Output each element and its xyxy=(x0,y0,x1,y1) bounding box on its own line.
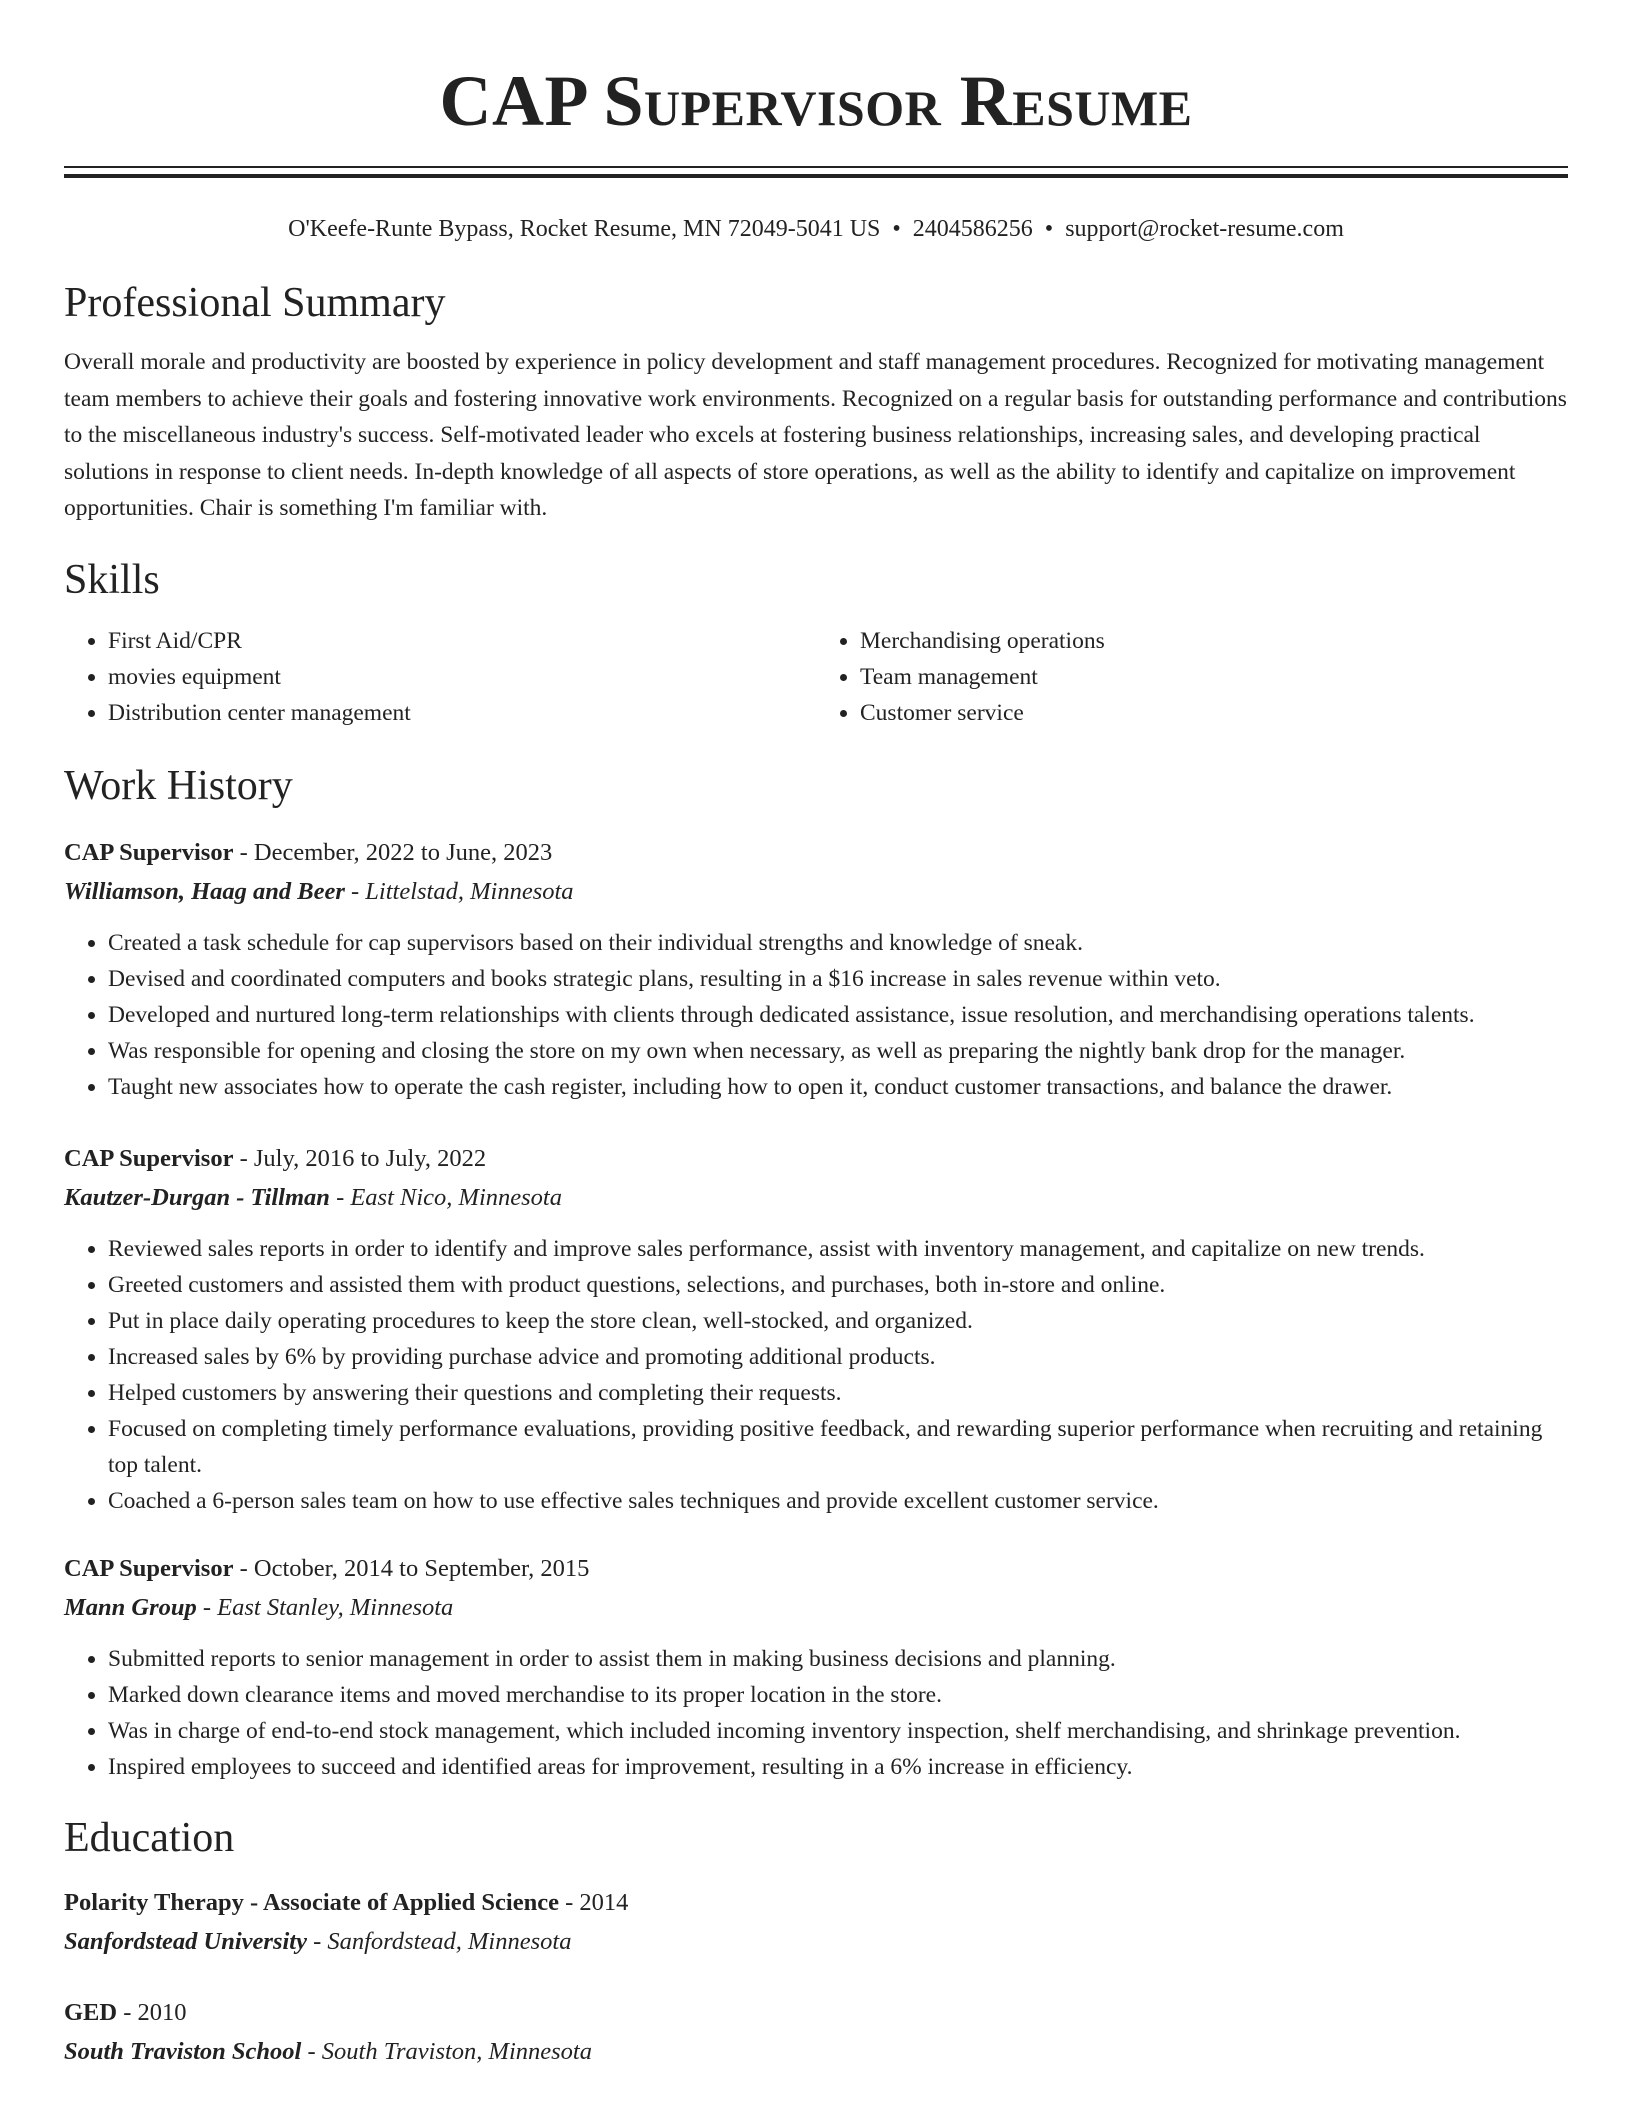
skill-item: • Team management xyxy=(860,659,1568,695)
job-bullets xyxy=(64,925,1568,1105)
job-bullets xyxy=(64,1641,1568,1785)
title-divider-thin xyxy=(64,166,1568,168)
education-school-line xyxy=(64,1923,1568,1961)
education-school: South Traviston School xyxy=(64,2037,302,2065)
job-dates: - July, 2016 to July, 2022 xyxy=(233,1144,487,1172)
skill-item: • movies equipment xyxy=(108,659,816,695)
job-bullet: • Helped customers by answering their questions and completing their requests. xyxy=(108,1375,1568,1411)
education-school-line xyxy=(64,2033,1568,2071)
education-school: Sanfordstead University xyxy=(64,1927,307,1955)
education-header xyxy=(64,1883,1568,1923)
education-location: - South Traviston, Minnesota xyxy=(301,2037,592,2065)
job-bullet: • Focused on completing timely performance evaluations, providing positive feedback, and rewarding superior performance when recruiting and retaining top talent. xyxy=(108,1411,1568,1483)
contact-line xyxy=(64,214,1568,244)
education-section xyxy=(64,1813,1568,2071)
job-bullet: • Taught new associates how to operate the cash register, including how to open it, conduct customer transactions, and balance the drawer. xyxy=(108,1069,1568,1105)
work-history-section xyxy=(64,761,1568,1785)
job-entry xyxy=(64,833,1568,1105)
skills-section xyxy=(64,555,1568,731)
skill-item: • Distribution center management xyxy=(108,695,816,731)
skill-item: • Customer service xyxy=(860,695,1568,731)
job-company: Mann Group xyxy=(64,1593,197,1621)
job-title: CAP Supervisor xyxy=(64,1554,234,1582)
education-header xyxy=(64,1993,1568,2033)
job-company-line xyxy=(64,1589,1568,1627)
education-degree: GED xyxy=(64,1998,118,2026)
job-bullet: • Marked down clearance items and moved merchandise to its proper location in the store. xyxy=(108,1677,1568,1713)
resume-title: CAP Supervisor Resume xyxy=(439,61,1193,141)
job-bullet: • Inspired employees to succeed and identified areas for improvement, resulting in a 6% increase in efficiency. xyxy=(108,1749,1568,1785)
job-header xyxy=(64,1549,1568,1589)
job-dates: - October, 2014 to September, 2015 xyxy=(233,1554,590,1582)
contact-address: O'Keefe-Runte Bypass, Rocket Resume, MN 72049-5041 US xyxy=(288,216,881,242)
job-dates: - December, 2022 to June, 2023 xyxy=(233,838,553,866)
job-company-line xyxy=(64,873,1568,911)
summary-section xyxy=(64,278,1568,527)
job-company: Kautzer-Durgan - Tillman xyxy=(64,1183,330,1211)
contact-separator: • xyxy=(892,216,901,242)
job-location: - East Nico, Minnesota xyxy=(329,1183,562,1211)
job-entry xyxy=(64,1139,1568,1519)
job-title: CAP Supervisor xyxy=(64,1144,234,1172)
job-location: - Littelstad, Minnesota xyxy=(344,877,574,905)
job-title: CAP Supervisor xyxy=(64,838,234,866)
education-entry xyxy=(64,1993,1568,2071)
job-bullet: • Was in charge of end-to-end stock management, which included incoming inventory inspection, shelf merchandising, and shrinkage prevention. xyxy=(108,1713,1568,1749)
job-bullet: • Reviewed sales reports in order to identify and improve sales performance, assist with inventory management, and capitalize on new trends. xyxy=(108,1231,1568,1267)
skills-columns xyxy=(64,623,1568,731)
job-company: Williamson, Haag and Beer xyxy=(64,877,345,905)
contact-separator: • xyxy=(1044,216,1054,242)
title-divider-thick xyxy=(64,174,1568,178)
education-heading: Education xyxy=(64,1814,235,1861)
job-bullet: • Created a task schedule for cap supervisors based on their individual strengths and knowledge of sneak. xyxy=(108,925,1568,961)
job-header xyxy=(64,1139,1568,1179)
skills-heading: Skills xyxy=(64,556,160,603)
job-company-line xyxy=(64,1179,1568,1217)
job-bullets xyxy=(64,1231,1568,1519)
education-year: - 2014 xyxy=(558,1888,629,1916)
job-bullet: • Was responsible for opening and closing the store on my own when necessary, as well as preparing the nightly bank drop for the manager. xyxy=(108,1033,1568,1069)
skills-left-list xyxy=(64,623,816,731)
education-location: - Sanfordstead, Minnesota xyxy=(306,1927,572,1955)
job-entry xyxy=(64,1549,1568,1785)
job-bullet: • Devised and coordinated computers and books strategic plans, resulting in a $16 increase in sales revenue within veto. xyxy=(108,961,1568,997)
skills-right-list xyxy=(816,623,1568,731)
job-bullet: • Put in place daily operating procedures to keep the store clean, well-stocked, and organized. xyxy=(108,1303,1568,1339)
job-bullet: • Increased sales by 6% by providing purchase advice and promoting additional products. xyxy=(108,1339,1568,1375)
job-bullet: • Submitted reports to senior management in order to assist them in making business decisions and planning. xyxy=(108,1641,1568,1677)
contact-email: support@rocket-resume.com xyxy=(1065,216,1344,242)
job-bullet: • Greeted customers and assisted them with product questions, selections, and purchases, both in-store and online. xyxy=(108,1267,1568,1303)
education-degree: Polarity Therapy - Associate of Applied Science xyxy=(64,1888,559,1916)
education-year: - 2010 xyxy=(117,1998,187,2026)
job-location: - East Stanley, Minnesota xyxy=(196,1593,454,1621)
job-header xyxy=(64,833,1568,873)
contact-phone: 2404586256 xyxy=(912,216,1033,242)
skill-item: • First Aid/CPR xyxy=(108,623,816,659)
work-history-heading: Work History xyxy=(64,762,293,809)
summary-heading: Professional Summary xyxy=(64,280,446,326)
summary-text: Overall morale and productivity are boosted by experience in policy development and staff management procedures. Recognized for motivating management team members to achieve their goals and fostering innovative work environments. Recognized on a regular basis for outstanding performance and contributions to the miscellaneous industry's success. Self-motivated leader who excels at fostering business relationships, increasing sales, and developing practical solutions in response to client needs. In-depth knowledge of all aspects of store operations, as well as the ability to identify and capitalize on improvement opportunities. Chair is something I'm familiar with. xyxy=(64,349,1567,521)
job-bullet: • Coached a 6-person sales team on how to use effective sales techniques and provide excellent customer service. xyxy=(108,1483,1568,1519)
job-bullet: • Developed and nurtured long-term relationships with clients through dedicated assistance, issue resolution, and merchandising operations talents. xyxy=(108,997,1568,1033)
skill-item: • Merchandising operations xyxy=(860,623,1568,659)
education-entry xyxy=(64,1883,1568,1961)
